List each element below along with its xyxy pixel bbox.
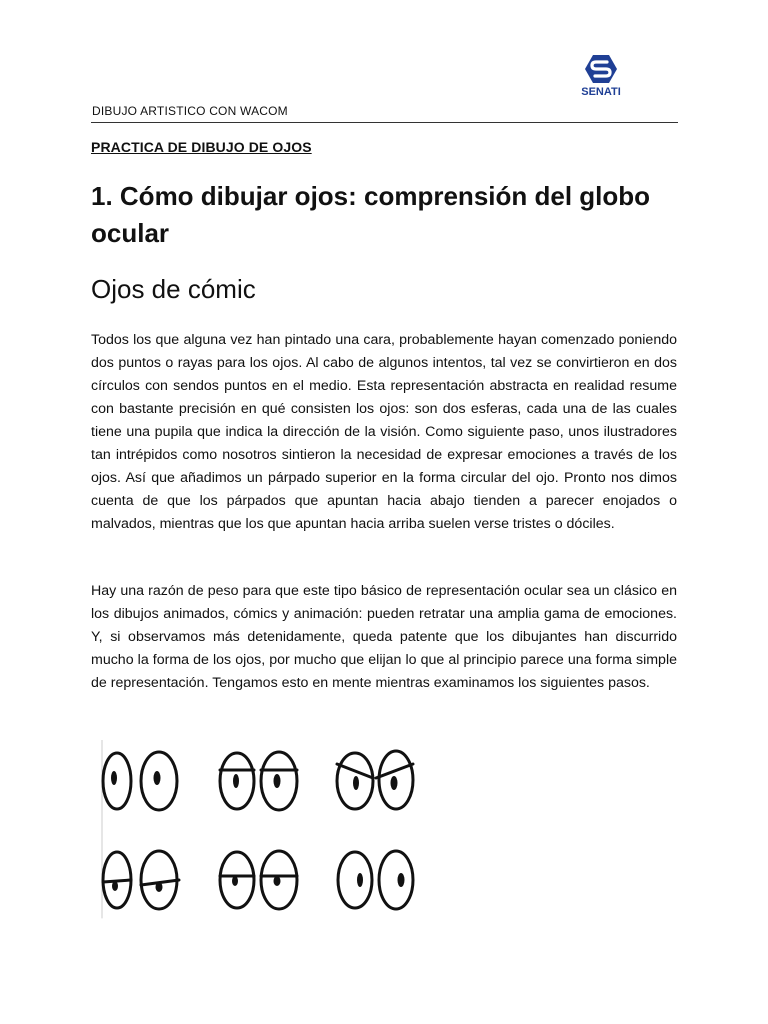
header-title: DIBUJO ARTISTICO CON WACOM <box>92 104 288 118</box>
page-header <box>91 40 678 123</box>
practice-title: PRACTICA DE DIBUJO DE OJOS <box>91 139 312 155</box>
senati-logo-icon <box>584 54 618 84</box>
comic-eyes-icon <box>101 740 421 920</box>
paragraph-1: Todos los que alguna vez han pintado una cara, probablemente hayan comenzado poniendo dos puntos o rayas para los ojos. Al cabo de algunos intentos, tal vez se convirtieron en dos círculos con sendos puntos en el medio. Esta representación abstracta en realidad resume con bastante precisión en qué consisten los ojos: son dos esferas, cada una de las cuales tiene una pupila que indica la dirección de la visión. Como siguiente paso, unos ilustradores tan intrépidos como nosotros sintieron la necesidad de expresar emociones a través de los ojos. Así que añadimos un párpado superior en la forma circular del ojo. Pronto nos dimos cuenta de que los párpados que apuntan hacia abajo tienden a parecer enojados o malvados, mientras que los que apuntan hacia arriba suelen verse tristes o dóciles. <box>91 332 677 532</box>
logo-text: SENATI <box>581 86 621 98</box>
section-subheading: Ojos de cómic <box>91 274 256 304</box>
paragraph-2: Hay una razón de peso para que este tipo básico de representación ocular sea un clásico en los dibujos animados, cómics y animación: pueden retratar una amplia gama de emociones. Y, si observamos más detenidamente, queda patente que los dibujantes han discurrido mucho la forma de los ojos, por mucho que elijan lo que al principio parece una forma simple de representación. Tengamos esto en mente mientras examinamos los siguientes pasos. <box>91 583 677 691</box>
comic-eyes-illustration <box>101 740 421 925</box>
senati-logo <box>572 54 630 106</box>
main-heading: 1. Cómo dibujar ojos: comprensión del globo ocular <box>91 181 651 248</box>
